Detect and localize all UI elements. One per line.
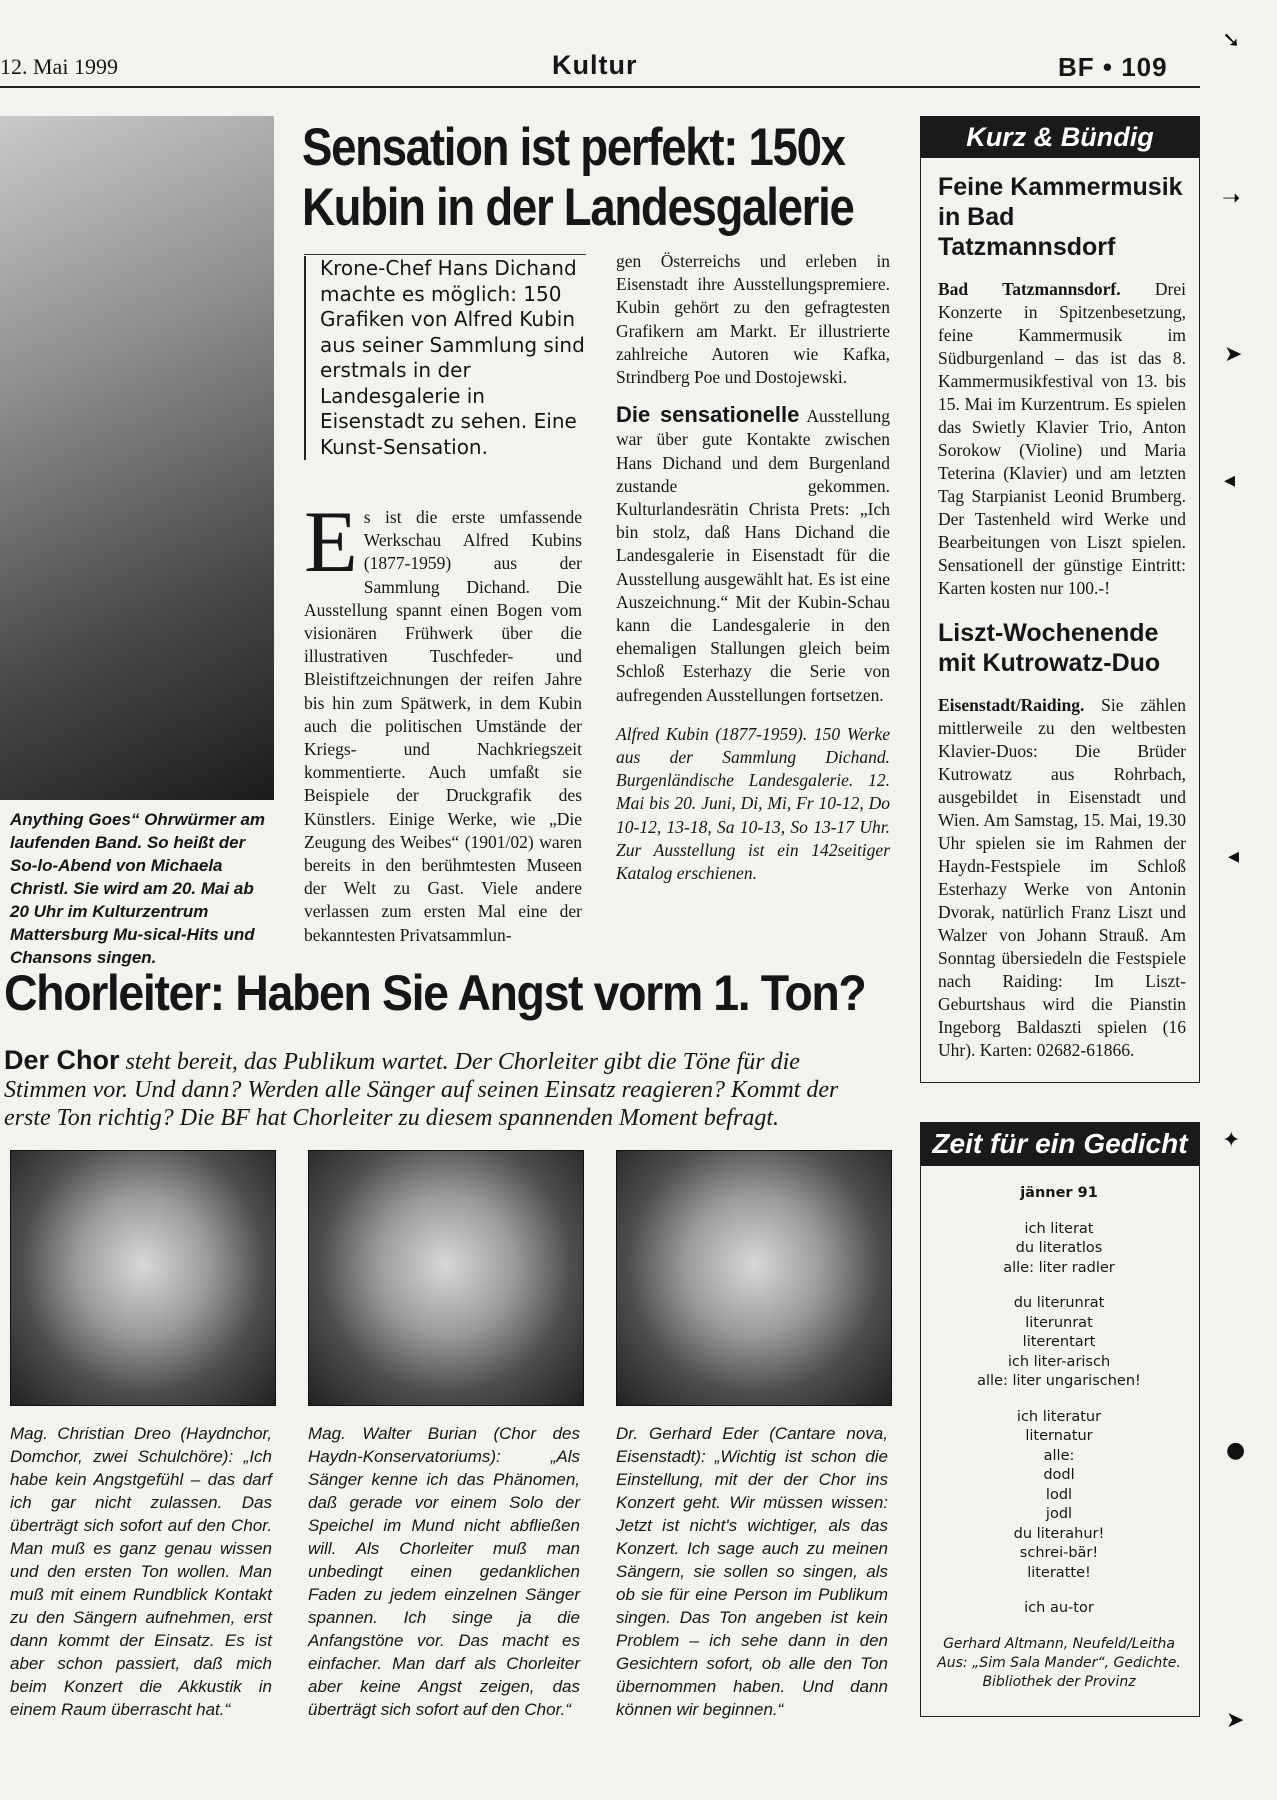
poem-line: lodl	[1045, 1486, 1073, 1503]
portrait-burian	[308, 1150, 584, 1406]
item2-lead: Eisenstadt/Raiding.	[938, 695, 1085, 715]
margin-mark-icon: ✦	[1222, 1128, 1241, 1153]
chor-headline: Chorleiter: Haben Sie Angst vorm 1. Ton?	[4, 965, 866, 1021]
article-column-1	[304, 494, 582, 947]
poem-stanza-1	[921, 1220, 1197, 1279]
item1-heading: Feine Kammermusik in Bad Tatzmannsdorf	[938, 173, 1183, 261]
article-column-2	[616, 250, 890, 885]
poem-title: jänner 91	[1020, 1185, 1098, 1201]
headline-line-1: Sensation ist perfekt: 150x	[302, 118, 845, 177]
item2-text	[938, 694, 1186, 1062]
portrait-eder	[616, 1150, 892, 1406]
poem-bar: Zeit für ein Gedicht	[920, 1122, 1200, 1166]
poem	[921, 1184, 1197, 1692]
chor-intro-lead: Der Chor	[4, 1045, 120, 1075]
article-headline	[302, 118, 854, 238]
poem-source-line: Bibliothek der Provinz	[982, 1673, 1136, 1690]
item2-body: Sie zählen mittlerweile zu den weltbesten Klavier-Duos: Die Brüder Kutrowatz aus Rohrbach, ausgebildet in Eisenstadt und Wien. Am Samstag, 15. Mai, 19.30 Uhr spielen sie im Rahmen der Haydn-Festspiele im Schloß Esterhazy Werke von Antonin Dvorak, natürlich Franz Liszt und Walzer von Johann Strauß. Am Sonntag übersiedeln die Festspiele nach Raiding: Im Liszt-Geburtshaus wird die Pianstin Ingeborg Baldaszti spielen (16 Uhr). Karten: 02682-61866.	[938, 695, 1187, 1060]
poem-line: alle: liter ungarischen!	[977, 1373, 1141, 1389]
lead-rule	[304, 254, 586, 255]
poem-end: ich au-tor	[1024, 1600, 1094, 1616]
poem-line: du literunrat	[1013, 1295, 1105, 1311]
poem-stanza-3	[921, 1408, 1197, 1584]
headline-line-2: Kubin in der Landesgalerie	[302, 178, 854, 237]
poem-stanza-2	[921, 1294, 1197, 1392]
item2-heading: Liszt-Wochenende mit Kutrowatz-Duo	[938, 619, 1161, 677]
sensation-paragraph	[616, 403, 890, 707]
poem-line: alle: liter radler	[1003, 1259, 1115, 1276]
poem-line: schrei-bär!	[1019, 1545, 1099, 1561]
page-number: BF • 109	[1058, 52, 1168, 82]
header-rule	[0, 86, 1200, 88]
poem-line: ich liter-arisch	[1007, 1353, 1111, 1370]
portrait-dreo	[10, 1150, 276, 1406]
body-text-1: s ist die erste umfassende Werkschau Alfred Kubins (1877-1959) aus der Sammlung Dichand. Die Ausstellung spannt einen Bogen vom visionären Frühwerk über die illustrativen Tuschfeder- und Bleistiftzeichnungen der reifen Jahre bis hin zum Spätwerk, in dem Kubin auch die politischen Umstände der Kriegs- und Nachkriegszeit kommentierte. Auch umfaßt sie Beispiele der Druckgrafik des Künstlers. Einige Werke, wie „Die Zeugung des Weibes“ (1901/02) waren bereits in den berühmtesten Museen der Welt zu Gast. Viele andere verlassen zum ersten Mal eine der bekanntesten Privatsammlun-	[304, 507, 582, 945]
dropcap: E	[304, 494, 358, 591]
subheading: Die sensationelle	[616, 402, 800, 428]
margin-mark-icon: ◂	[1228, 844, 1240, 869]
poem-line: jodl	[1045, 1506, 1073, 1522]
article-lead: Krone-Chef Hans Dichand machte es möglich: 150 Grafiken von Alfred Kubin aus seiner Sammlung sind erstmals in der Landesgalerie in Eisenstadt zu sehen. Eine Kunst-Sensation.	[304, 256, 588, 460]
poem-line: literatte!	[1027, 1564, 1091, 1581]
singer-photo	[0, 116, 274, 800]
margin-mark-icon: ➤	[1224, 342, 1243, 367]
poem-line: du literatlos	[1015, 1240, 1103, 1256]
margin-mark-icon: ➤	[1226, 1708, 1245, 1733]
poem-line: liternatur	[1025, 1428, 1093, 1444]
section-title: Kultur	[552, 50, 638, 80]
body-text-3: Ausstellung war über gute Kontakte zwischen Hans Dichand und dem Burgenland zustande gekommen. Kulturlandesrätin Christa Prets: „Ich bin stolz, daß Hans Dichand die Landesgalerie in Eisenstadt für die Ausstellung ausgewählt hat. Es ist eine Auszeichnung.“ Mit der Kubin-Schau kann die Landesgalerie in den ehemaligen Stallungen gleich beim Schloß Esterhazy die Serie von aufregenden Ausstellungen fortsetzen.	[616, 406, 890, 705]
poem-line: ich literatur	[1016, 1408, 1102, 1425]
poem-line: literunrat	[1025, 1314, 1093, 1331]
kurz-buendig-content	[938, 172, 1186, 1080]
quote-eder: Dr. Gerhard Eder (Cantare nova, Eisenstadt): „Wichtig ist schon die Einstellung, mit der der Chor ins Konzert geht. Wir müssen wissen: Jetzt ist nicht's wichtiger, als das Konzert. Ich sage auch zu meinen Sängern, sie sollen so singen, als ob sie für eine Person im Publikum singen. Das Ton angeben ist kein Problem – ich sehe dann in den Gesichtern sofort, ob alle den Ton übernommen haben. Und dann können wir beginnen.“	[616, 1424, 888, 1719]
poem-line: literentart	[1022, 1334, 1096, 1350]
photo-caption: Anything Goes“ Ohrwürmer am laufenden Band. So heißt der So-lo-Abend von Michaela Christl. Sie wird am 20. Mai ab 20 Uhr im Kulturzentrum Mattersburg Mu-sical-Hits und Chansons singen.	[10, 810, 266, 967]
margin-mark-icon: ➘	[1222, 28, 1241, 53]
issue-date: 12. Mai 1999	[0, 54, 118, 79]
body-text-2: gen Österreichs und erleben in Eisenstadt ihre Ausstellungspremiere. Kubin gehört zu den gefragtesten Grafikern am Markt. Er illustrierte zahlreiche Autoren wie Kafka, Strindberg Poe und Dostojewski.	[616, 251, 890, 388]
chor-intro-text: steht bereit, das Publikum wartet. Der Chorleiter gibt die Töne für die Stimmen vor. Und dann? Werden alle Sänger auf seinen Einsatz reagieren? Kommt der erste Ton richtig? Die BF hat Chorleiter zu diesem spannenden Moment befragt.	[4, 1049, 839, 1131]
kurz-buendig-bar: Kurz & Bündig	[920, 116, 1200, 158]
poem-line: dodl	[1043, 1467, 1075, 1483]
exhibition-info: Alfred Kubin (1877-1959). 150 Werke aus der Sammlung Dichand. Burgenländische Landesgalerie. 12. Mai bis 20. Juni, Di, Mi, Fr 10-12, Do 10-12, 13-18, Sa 10-13, So 13-17 Uhr. Zur Ausstellung ist ein 142seitiger Katalog erschienen.	[616, 723, 890, 884]
poem-line: ich literat	[1024, 1220, 1094, 1237]
chor-intro	[4, 1046, 884, 1132]
item1-text	[938, 278, 1186, 600]
margin-mark-icon: ◂	[1224, 468, 1236, 493]
margin-mark-icon: ●	[1226, 1438, 1246, 1463]
item1-lead: Bad Tatzmannsdorf.	[938, 279, 1121, 299]
poem-source-line: Gerhard Altmann, Neufeld/Leitha	[943, 1635, 1175, 1652]
margin-mark-icon: ➝	[1222, 186, 1241, 211]
quote-dreo: Mag. Christian Dreo (Haydnchor, Domchor, zwei Schulchöre): „Ich habe kein Angstgefühl – das darf ich gar nicht zulassen. Das überträgt sich sofort auf den Chor. Man muß es ganz genau wissen und den ersten Ton wollen. Man muß mit einem Rundblick Kontakt zu den Sängern aufnehmen, erst dann kommt der Einsatz. Es ist aber schon passiert, daß mich beim Konzert die Akkustik in einem Raum überrascht hat.“	[10, 1424, 272, 1719]
quote-burian: Mag. Walter Burian (Chor des Haydn-Konservatoriums): „Als Sänger kenne ich das Phänomen, daß gerade vor einem Solo der Speichel im Mund nicht abfließen will. Als Chorleiter muß man unbedingt einen gedanklichen Faden zu jedem einzelnen Sänger spannen. Ich singe ja die Anfangstöne vor. Das macht es einfacher. Man darf als Chorleiter aber keine Angst zeigen, das überträgt sich sofort auf den Chor.“	[308, 1424, 580, 1719]
item1-body: Drei Konzerte in Spitzenbesetzung, feine Kammermusik im Südburgenland – das ist das 8. Kammermusikfestival von 13. bis 15. Mai im Kurzentrum. Es spielen das Swietly Klavier Trio, Anton Sorokow (Violine) und Maria Teterina (Klavier) und am letzten Tag Starpianist Leonid Brumberg. Der Tastenheld wird Werke und Bearbeitungen von Liszt spielen. Sensationell der günstige Eintritt: Karten kosten nur 100.-!	[938, 279, 1187, 598]
poem-source	[921, 1635, 1197, 1692]
poem-line: du literahur!	[1013, 1525, 1105, 1542]
poem-source-line: Aus: „Sim Sala Mander“, Gedichte.	[937, 1654, 1181, 1671]
poem-line: alle:	[1043, 1447, 1075, 1464]
